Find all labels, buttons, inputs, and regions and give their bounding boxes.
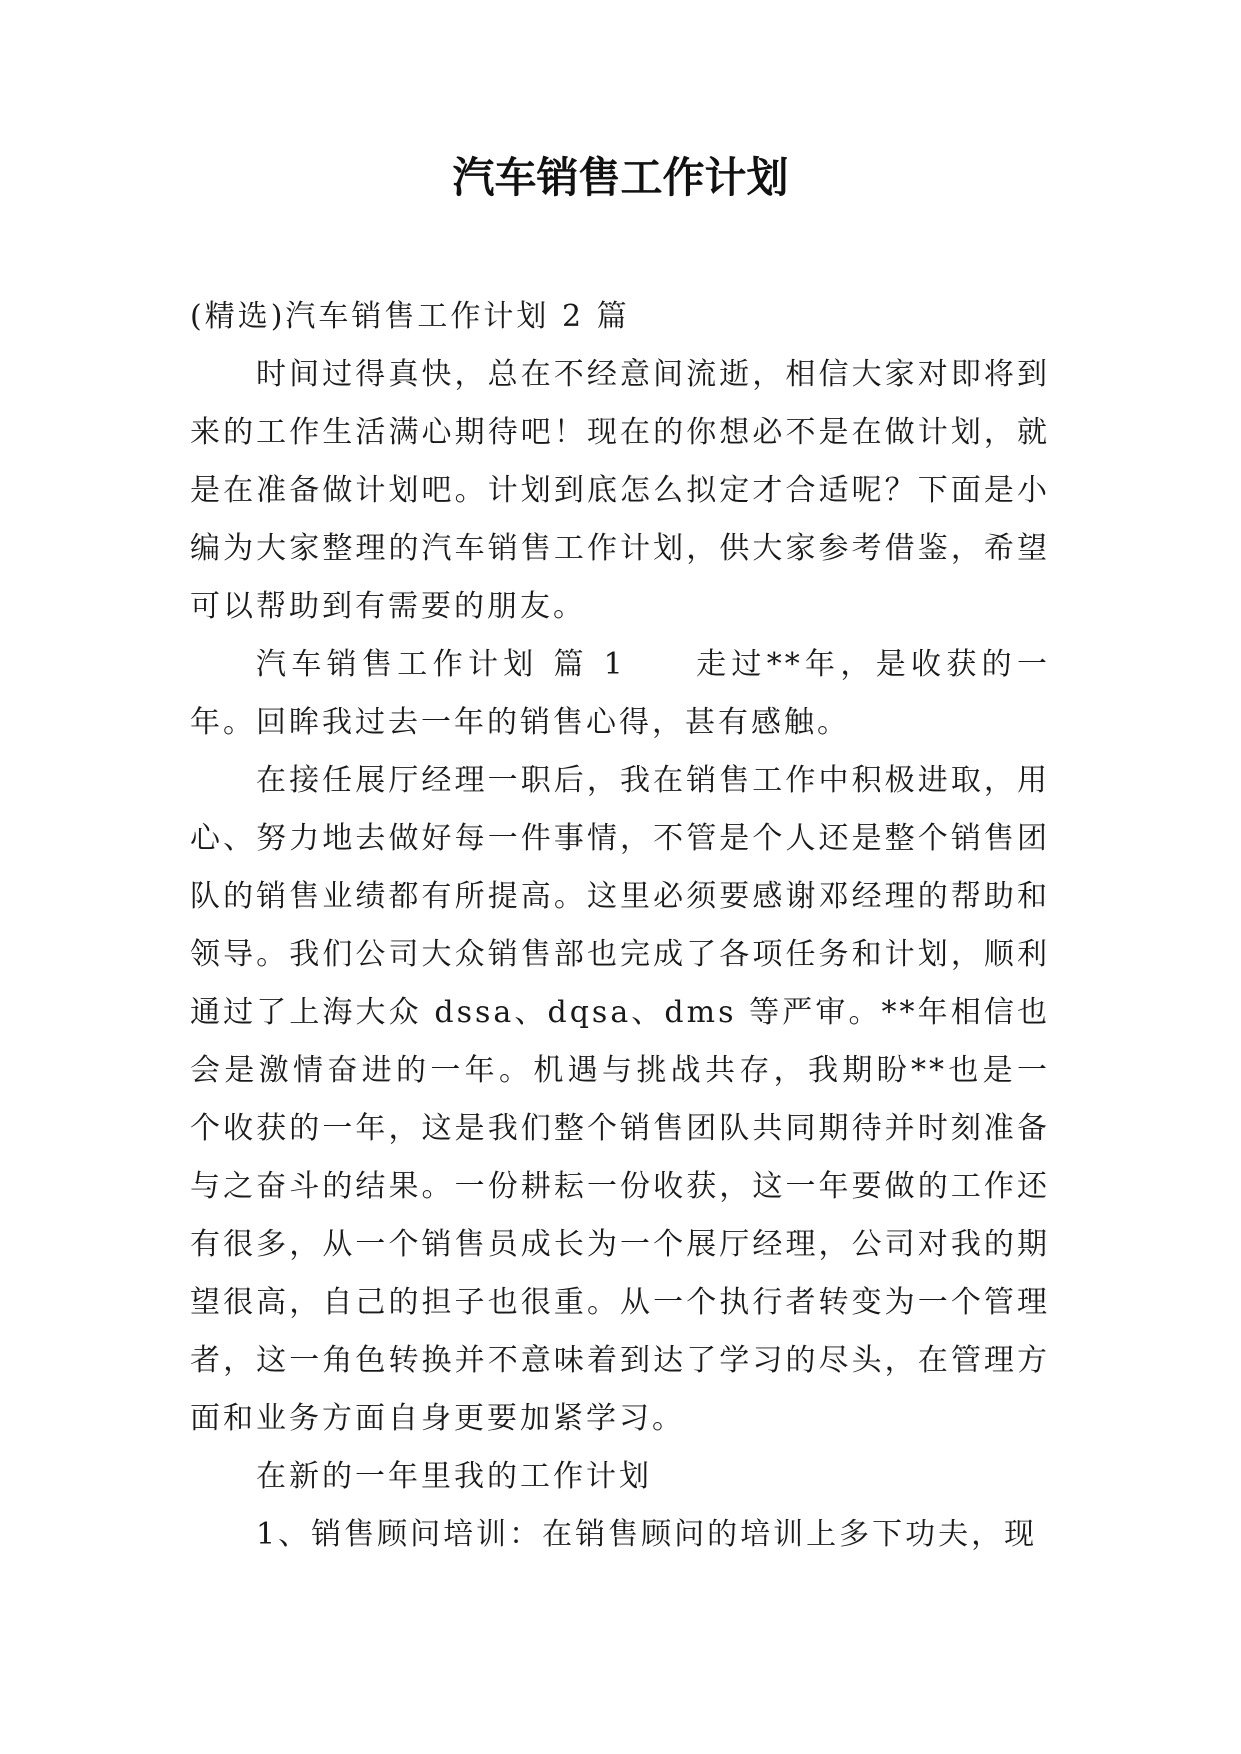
part-1-heading: 汽车销售工作计划 篇 1 xyxy=(256,647,626,682)
body-paragraph-4: 1、销售顾问培训：在销售顾问的培训上多下功夫，现 xyxy=(256,1517,1038,1552)
part-1-lead-text: 走过**年，是收获的一年。回眸我过去一年的销售心得，甚有感触。 xyxy=(190,647,1051,740)
body-paragraph-2: 在接任展厅经理一职后，我在销售工作中积极进取，用心、努力地去做好每一件事情，不管是个人还是整个销售团队的销售业绩都有所提高。这里必须要感谢邓经理的帮助和领导。我们公司大众销售部也完成了各项任务和计划，顺利通过了上海大众 dssa、dqsa、dms 等严审。**年相信也会是激情奋进的一年。机遇与挑战共存，我期盼**也是一个收获的一年，这是我们整个销售团队共同期待并时刻准备与之奋斗的结果。一份耕耘一份收获，这一年要做的工作还有很多，从一个销售员成长为一个展厅经理，公司对我的期望很高，自己的担子也很重。从一个执行者转变为一个管理者，这一角色转换并不意味着到达了学习的尽头，在管理方面和业务方面自身更要加紧学习。 xyxy=(190,763,1050,1436)
part-1-paragraph xyxy=(190,636,1050,752)
body-paragraph-3: 在新的一年里我的工作计划 xyxy=(256,1459,652,1494)
intro-paragraph: 时间过得真快，总在不经意间流逝，相信大家对即将到来的工作生活满心期待吧！现在的你想必不是在做计划，就是在准备做计划吧。计划到底怎么拟定才合适呢？下面是小编为大家整理的汽车销售工作计划，供大家参考借鉴，希望可以帮助到有需要的朋友。 xyxy=(190,357,1050,624)
document-body xyxy=(190,288,1050,1564)
document-title: 汽车销售工作计划 xyxy=(452,153,789,202)
document-subtitle: (精选)汽车销售工作计划 2 篇 xyxy=(190,299,630,334)
